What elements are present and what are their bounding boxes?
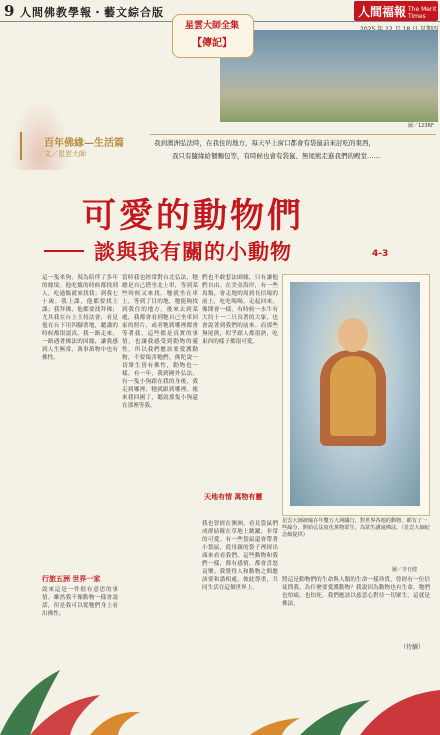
monk-head — [338, 318, 368, 352]
painting-caption: 星雲大師被喻在年雙五大洲國行，對世界各地的動物，都有了一些綠分，開始弘法度化萬物眾生，為眾生講說佛法。（星雲大師紀念館提供） — [282, 518, 430, 538]
body-column-5: 將這是動物們的生命與人類的生命一樣珍貴。曾經有一位信徒問我，為什麼要愛護動物？我說因為動物也有生命，牠們也怕痛，也怕死。我們應該以慈悲心對待一切眾生，這就是佛法。 — [282, 577, 430, 607]
column-marker — [20, 132, 40, 160]
body-column-2: 當時我也經常對台北弘法，牠總是自己搭坐北上車，等到某些時候又來找。牠就坐在車上，等到了目的地，牠能夠找到我住的地方。後來去到某處，我都會看到牠自己坐車回家的照片，或者牠到哪裡都會等著我。這些都是真實的事情，也讓我感受到動物的靈性。所以我們應該要愛護動物，不要傷害牠們。佛陀說一切眾生皆有佛性，動物也一樣。有一年，我到國外弘法，有一隻小狗跟在我的身後，我走到哪裡，牠就跟到哪裡。後來我回國了，聽說那隻小狗還在那裡等我。 — [122, 275, 198, 409]
leaves-decoration — [0, 650, 440, 735]
part-number: 4-3 — [372, 249, 389, 259]
section-title: 人間佛教學報・藝文綜合版 — [20, 6, 164, 19]
subheadline-dash — [44, 250, 84, 252]
subheadline: 談與我有關的小動物 — [94, 239, 292, 264]
monk-robe — [330, 356, 376, 436]
page-number: 9 — [4, 2, 15, 20]
column-title: 百年佛緣—生活篇 — [44, 138, 124, 149]
painting-credit: 圖／李自健 — [392, 567, 418, 573]
to-be-continued: （待續） — [400, 644, 425, 651]
headline: 可愛的動物們 — [82, 196, 304, 236]
body-column-3: 們也不敢惹法師緣，只有讓他們自由。在美金海岸，有一些馬類，會走地的周到長信場的前上，吃吃喝喝，走起回來，像開會一樣，有時候一水牛有大約十一二只長著的大象，也會說著到我們的前來。而那些無尾熊，似乎跟人都很熟，吃東西的樣子都很可愛。 — [202, 275, 278, 345]
body-column-1: 這一隻米狗，現為陪伴了多年的緣境。他吃飯的時候都找到人，吃過飯就來找我；到我七十歲。我上課，他都要找上課；我拜佛，他都要找拜佛；尤其我在台上主持法會，看見他在台下用四腳著地，聽講的時候都很認真。我一路走來，一路遇著佛法的因緣，讓我感到人生無常，萬事萬物中也有佛性。 — [42, 275, 118, 361]
column-author: 文／星雲大師 — [44, 150, 86, 158]
lead-line: 我到澳洲弘法時，在我住的地方，每天早上窗口都會有袋鼠前來討吃的東西， — [154, 139, 375, 147]
logo-text: 人間福報 — [358, 5, 407, 19]
top-photo-credit: 圖／123RF — [408, 123, 434, 129]
section-subheading: 天地有情 萬物有靈 — [204, 493, 263, 501]
logo-subtitle: The Merit Times — [408, 6, 437, 20]
lead-divider — [150, 134, 436, 135]
section-subheading: 行旅五洲 世界一家 — [42, 575, 101, 583]
body-column-4: 我也曾經在澳洲，看見袋鼠們成群結隊在草地上跳躍，非常的可愛。有一些袋鼠還會帶著小袋鼠，從母親的袋子裡探出頭來看看我們。這些動物和我們一樣，都有感情，都會喜怒哀樂。我覺得人和動物之間應該要和諧相處，彼此尊重，共同生活在這個世界上。 — [202, 521, 278, 591]
lead-line: 我只有隨緣給個麵包等，有時候也會有袋鼠、無尾熊走進我們的殿堂…… — [172, 152, 380, 160]
series-subtitle: 【傳記】 — [192, 38, 232, 49]
body-column-1b: 說來這是一件很有意思的事情。雖然我不像動物一樣會說話，但是我可以從牠們身上看出佛性。 — [42, 587, 118, 617]
series-title: 星雲大師全集 — [184, 21, 239, 31]
